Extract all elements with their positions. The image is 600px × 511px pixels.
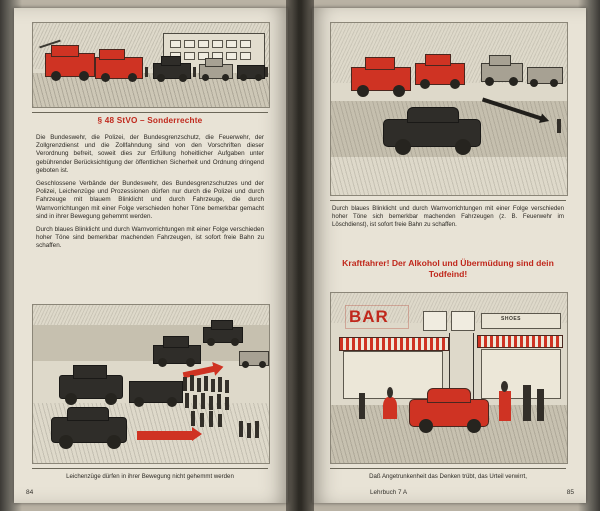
striped-awning (339, 337, 449, 351)
right-page (312, 8, 586, 503)
figure-red-dress (383, 397, 397, 419)
paragraph-2: Geschlossene Verbände der Bundeswehr, des Bundesgrenzschutzes und der Polizei, Leichenzüge und Prozessionen dürfen nur durch die Polizei und durch Fahrzeuge mit blauem Blinklicht und durch Fahrzeuge, die durch Warnvorrichtungen mit einer Folge verschieden hoher Töne bemerkbar gemacht sind in ihrer Bewegung gehemmt werden. (36, 180, 264, 220)
paragraph-3: Durch blaues Blinklicht und durch Warnvorrichtungen mit einer Folge verschieden hoher Töne sind bemerkbar machenden Fahrzeugen, ist sofort freie Bahn zu schaffen. (36, 226, 264, 250)
shop-sign: SHOES (501, 316, 522, 322)
right-top-caption: Durch blaues Blinklicht und durch Warnvorrichtungen mit einer Folge verschieden hoher Töne sich bemerkbar machenden Fahrzeugen (z. B. Feuerwehr im Löschdienst), ist sofort freie Bahn zu schaffen. (332, 205, 564, 228)
left-bottom-caption: Leichenzüge dürfen in ihrer Bewegung nicht gehemmt werden (66, 473, 234, 480)
red-arrow-lower (137, 431, 193, 440)
left-folio: 84 (26, 489, 34, 496)
illustration-funeral-procession (32, 304, 270, 464)
right-bottom-caption: Daß Angetrunkenheit das Denken trübt, das Urteil verwirrt, (369, 473, 527, 480)
bar-sign: BAR (349, 307, 389, 326)
illustration-fire-engines (32, 22, 270, 108)
book-gutter (286, 0, 314, 511)
section-heading: § 48 StVO – Sonderrechte (97, 116, 203, 125)
paragraph-1: Die Bundeswehr, die Polizei, der Bundesgrenzschutz, die Feuerwehr, der Zollgrenzdienst und die Zollfahndung sind von den Vorschriften dieser Verordnung befreit, soweit dies zur Erfüllung hoheitlicher Aufgaben unter gebührender Berücksichtigung der öffentlichen Sicherheit und Ordnung dringend geboten ist. (36, 134, 264, 174)
illustration-make-way (330, 22, 568, 196)
divider-rule (32, 112, 268, 113)
illustration-bar-scene (330, 292, 568, 464)
book-footer-note: Lehrbuch 7 A (370, 489, 408, 496)
right-folio: 85 (566, 489, 574, 496)
left-page (14, 8, 288, 503)
red-headline: Kraftfahrer! Der Alkohol und Übermüdung sind dein Todfeind! (342, 258, 554, 279)
